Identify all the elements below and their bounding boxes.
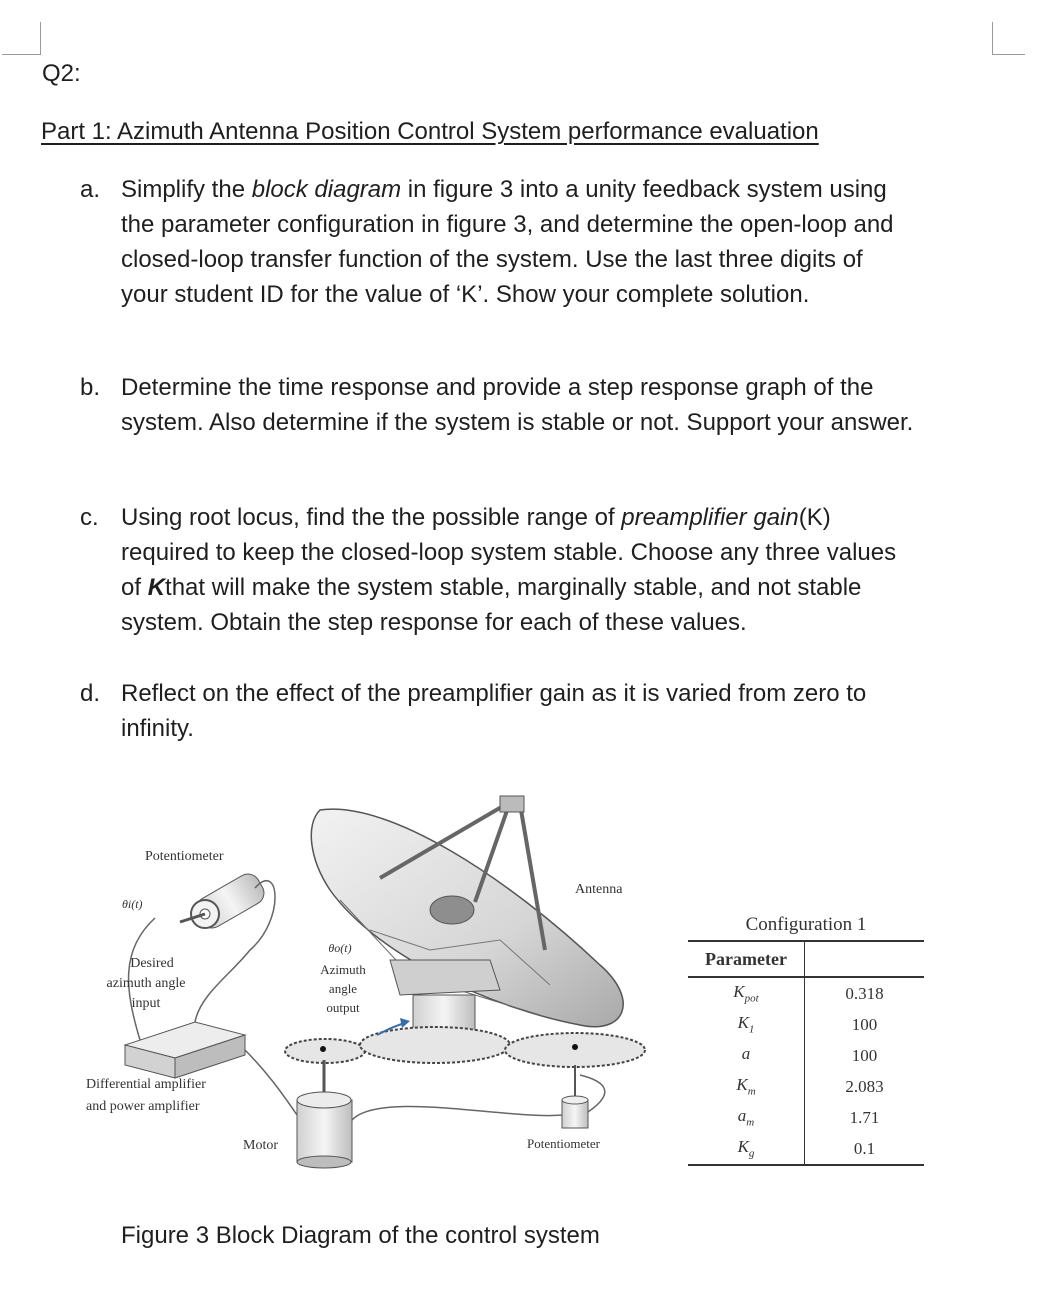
parameter-value: 2.083 — [845, 1076, 884, 1096]
input-potentiometer — [180, 870, 268, 933]
parameter-subscript: 1 — [748, 1023, 755, 1036]
question-label: Q2: — [42, 60, 81, 87]
text-run-italic: K — [147, 574, 166, 601]
page-corner-mark-left — [2, 22, 41, 55]
parameter-name — [688, 1040, 805, 1071]
label-antenna: Antenna — [575, 882, 623, 897]
gear-right — [505, 1033, 645, 1067]
label-motor: Motor — [243, 1138, 278, 1153]
parameter-table — [688, 940, 924, 1166]
parameter-name — [688, 977, 805, 1009]
parameter-name — [688, 1102, 805, 1133]
item-line: the parameter configuration in figure 3, and determine the open-loop and — [121, 211, 894, 238]
parameter-subscript: m — [746, 1116, 755, 1129]
label-input: input — [131, 996, 161, 1011]
label-theta-o: θo(t) — [328, 941, 352, 955]
table-row — [688, 1071, 924, 1102]
item-line — [121, 500, 1011, 535]
antenna-system-figure — [80, 790, 660, 1170]
parameter-name — [688, 1071, 805, 1102]
item-line: your student ID for the value of ‘K’. Show your complete solution. — [121, 281, 810, 308]
header-value — [805, 941, 925, 977]
parameter-symbol: K — [736, 1075, 748, 1095]
antenna-dish — [311, 809, 623, 1027]
parameter-name — [688, 1009, 805, 1040]
parameter-subscript: m — [747, 1085, 756, 1098]
table-body — [688, 977, 924, 1165]
parameter-symbol: K — [737, 1137, 749, 1157]
table-row — [688, 977, 924, 1009]
item-body — [121, 500, 1011, 640]
text-run: Simplify the — [121, 176, 252, 203]
table-row — [688, 1133, 924, 1165]
parameter-value: 100 — [851, 1014, 878, 1034]
item-line: infinity. — [121, 715, 194, 742]
text-run-italic: block diagram — [251, 176, 402, 203]
item-line: system. Obtain the step response for each of these values. — [121, 609, 747, 636]
amplifier-box — [125, 1022, 245, 1078]
parameter-value: 100 — [851, 1045, 878, 1065]
item-line — [121, 172, 1011, 207]
parameter-name — [688, 1133, 805, 1165]
text-run: of — [121, 574, 148, 601]
table-row — [688, 1102, 924, 1133]
text-run: Using root locus, find the the possible range of — [121, 504, 622, 531]
parameter-symbol: K — [737, 1013, 749, 1033]
motor — [297, 1060, 352, 1168]
label-theta-i: θi(t) — [122, 897, 143, 911]
gear-left — [285, 1039, 365, 1063]
item-body — [121, 172, 1011, 312]
table-header-row — [688, 941, 924, 977]
label-output: output — [326, 1000, 360, 1015]
text-run: in figure 3 into a unity feedback system using — [401, 176, 887, 203]
item-line — [121, 570, 1011, 605]
parameter-subscript: g — [748, 1147, 755, 1160]
label-azimuth-angle: azimuth angle — [106, 976, 186, 991]
table-row — [688, 1040, 924, 1071]
parameter-value: 0.1 — [805, 1133, 925, 1165]
item-line: required to keep the closed-loop system stable. Choose any three values — [121, 539, 897, 566]
header-parameter: Parameter — [688, 941, 805, 977]
output-potentiometer — [562, 1065, 588, 1128]
antenna-illustration — [80, 790, 660, 1170]
part-title: Part 1: Azimuth Antenna Position Control System performance evaluation — [41, 118, 819, 145]
page-corner-mark-right — [992, 22, 1025, 55]
item-letter: a. — [80, 176, 101, 203]
item-line: Determine the time response and provide a step response graph of the — [121, 374, 874, 401]
item-line: system. Also determine if the system is stable or not. Support your answer. — [121, 409, 914, 436]
label-angle: angle — [328, 981, 358, 996]
table-row — [688, 1009, 924, 1040]
label-potentiometer-top: Potentiometer — [145, 849, 224, 864]
item-line: closed-loop transfer function of the system. Use the last three digits of — [121, 246, 863, 273]
configuration-title: Configuration 1 — [745, 914, 867, 935]
text-run-italic: preamplifier gain — [621, 504, 799, 531]
item-line: Reflect on the effect of the preamplifier gain as it is varied from zero to — [121, 680, 867, 707]
item-letter: b. — [80, 374, 101, 401]
label-diff-amp: Differential amplifier — [86, 1077, 206, 1092]
label-azimuth: Azimuth — [320, 962, 366, 977]
item-letter: d. — [80, 680, 101, 707]
label-potentiometer-bottom: Potentiometer — [527, 1136, 600, 1151]
figure-caption: Figure 3 Block Diagram of the control system — [121, 1222, 600, 1249]
item-body — [121, 370, 1011, 440]
parameter-subscript: pot — [744, 992, 759, 1005]
configuration-table — [688, 910, 924, 1166]
text-run: that will make the system stable, marginally stable, and not stable — [165, 574, 862, 601]
parameter-value: 0.318 — [845, 983, 884, 1003]
item-body — [121, 676, 1011, 746]
text-run: (K) — [798, 504, 831, 531]
item-letter: c. — [80, 504, 99, 531]
parameter-symbol: K — [733, 982, 745, 1002]
label-desired: Desired — [130, 956, 174, 971]
parameter-symbol: a — [737, 1106, 747, 1126]
label-power-amp: and power amplifier — [86, 1099, 200, 1114]
parameter-value: 1.71 — [849, 1107, 880, 1127]
parameter-symbol: a — [741, 1044, 751, 1064]
